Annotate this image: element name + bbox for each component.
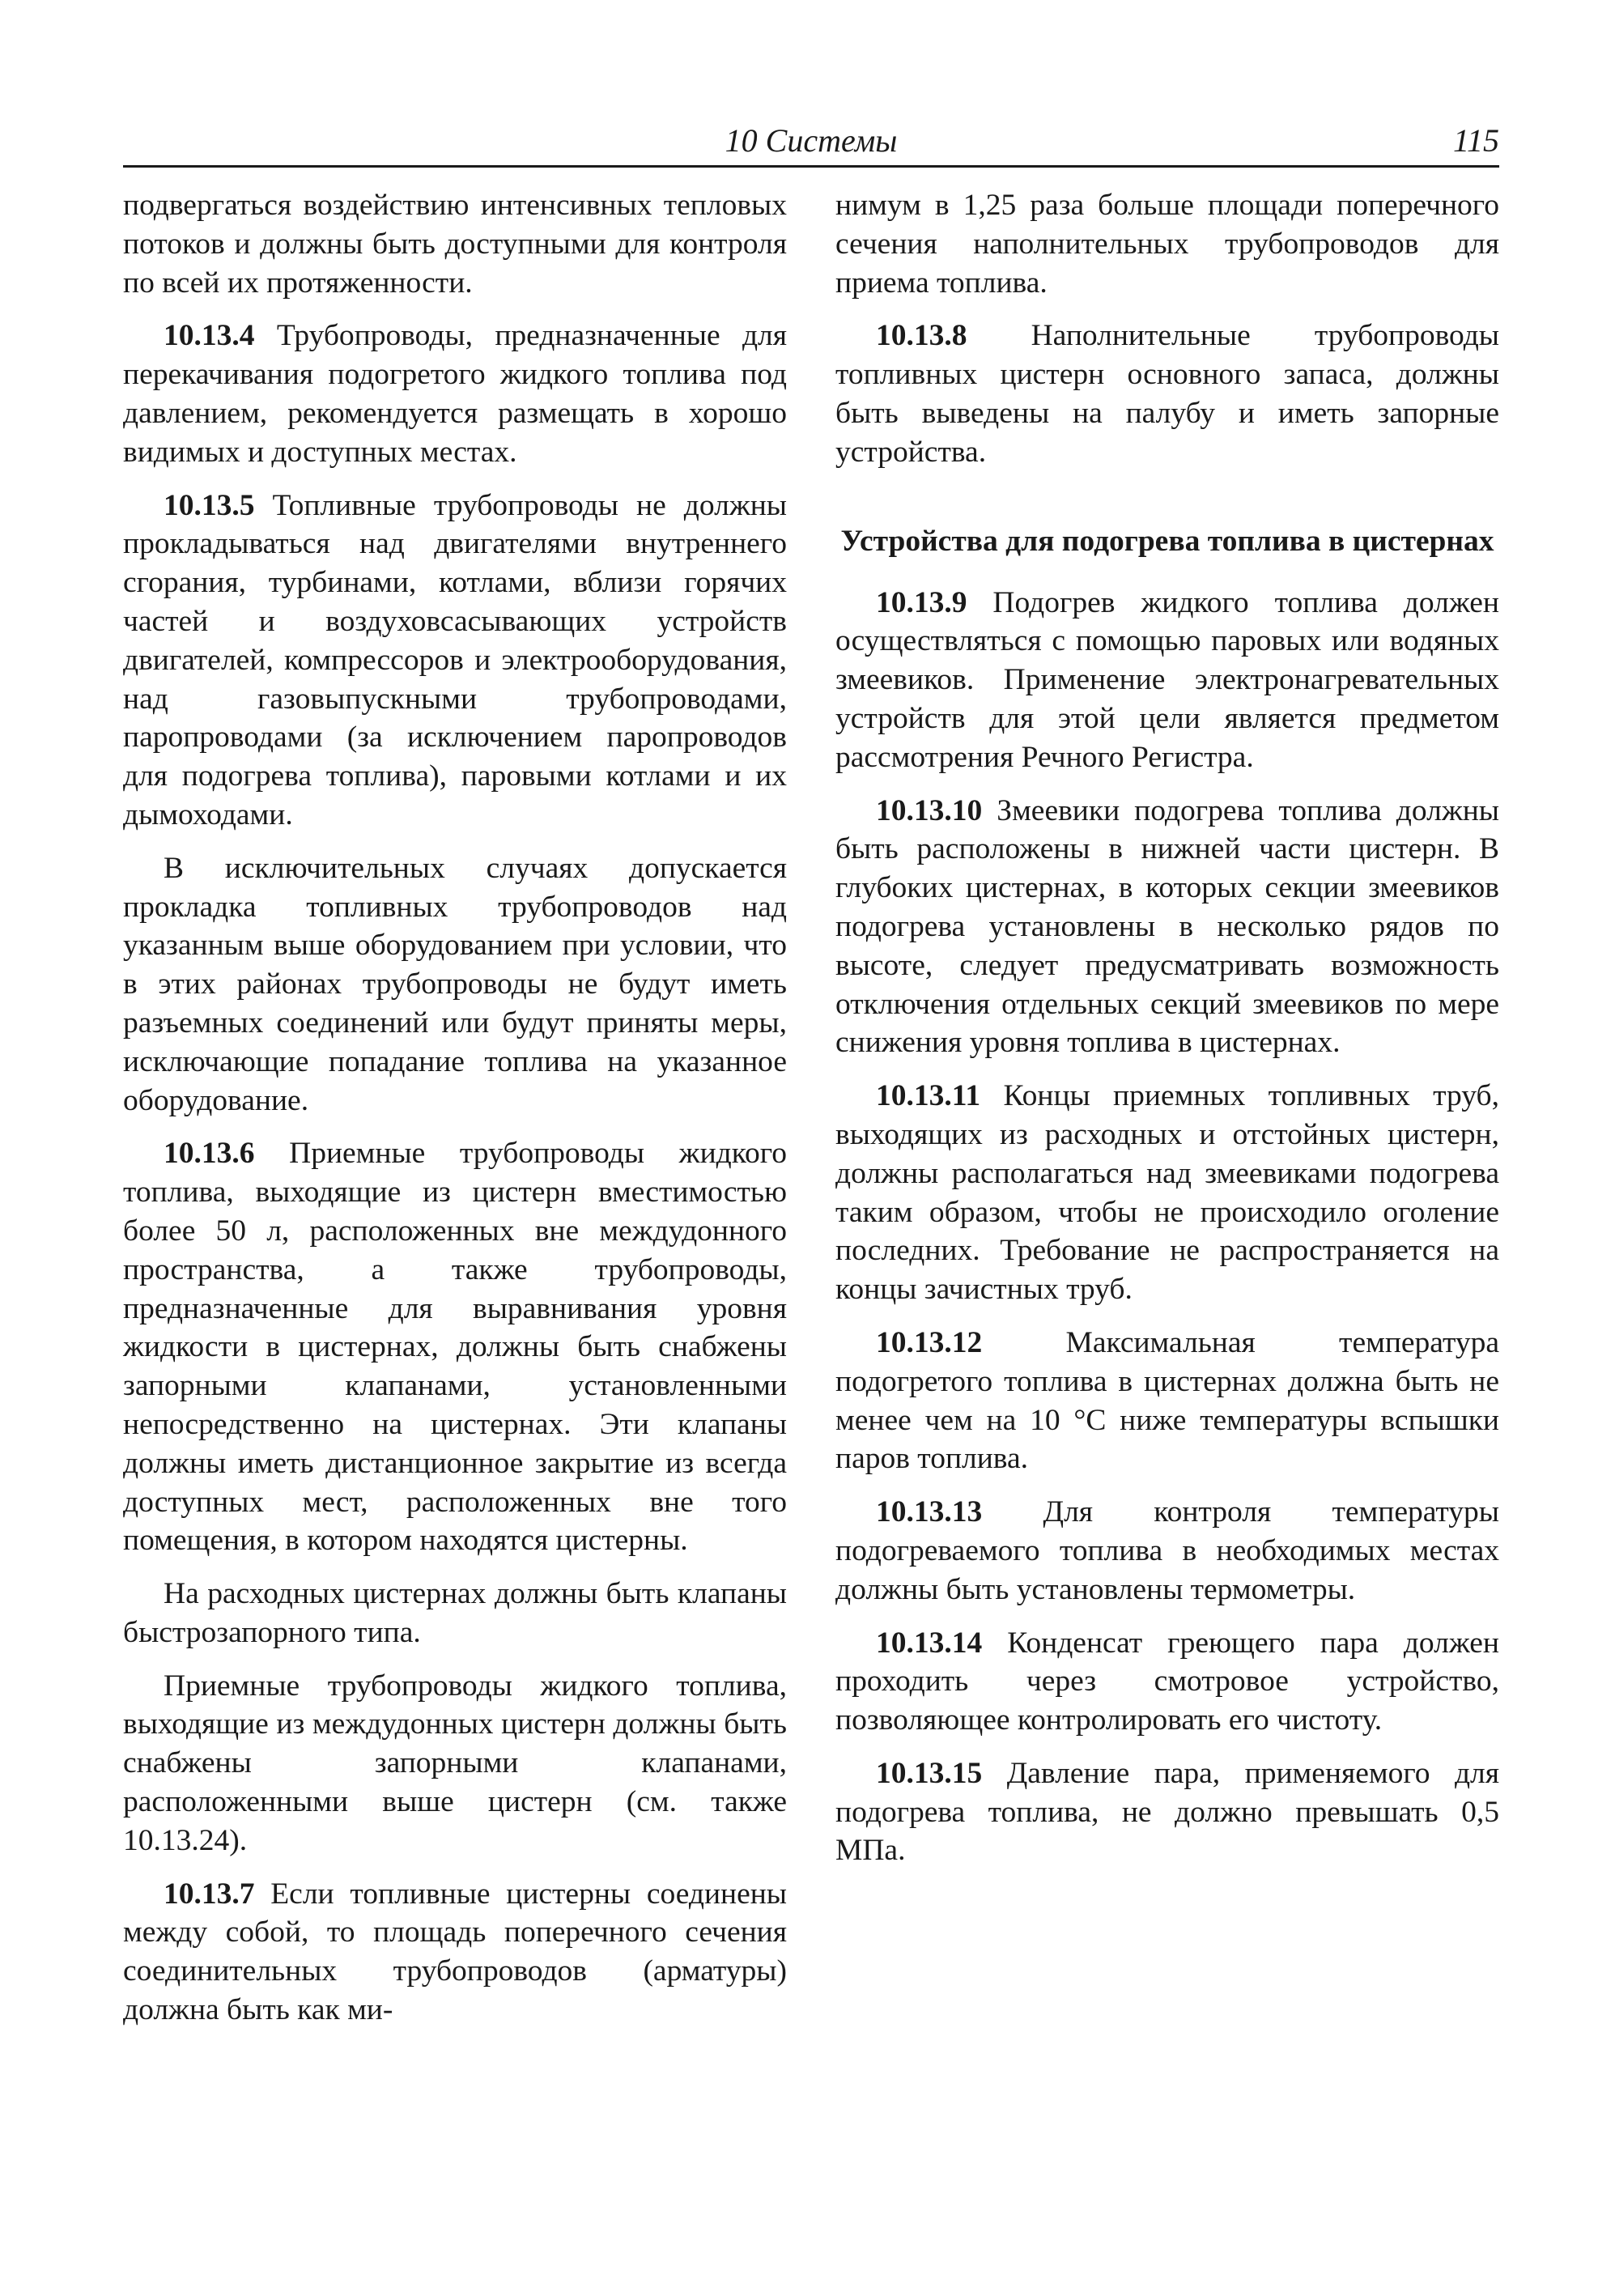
paragraph: В исключительных случаях допускается прокладка топливных трубопроводов над указанным выше оборудованием при условии, что в этих районах трубопроводы не будут иметь разъемных соединений или будут приняты меры, исключающие попадание топлива на указанное оборудование. (123, 851, 787, 1117)
clause-number: 10.13.12 (876, 1325, 983, 1359)
paragraph: 10.13.10 Змеевики подогрева топлива должны быть расположены в нижней части цистерн. В глубоких цистернах, в которых секции змеевиков подогрева установлены в несколько рядов по высоте, следует предусматривать возможность отключения отдельных секций змеевиков по мере снижения уровня топлива в цистернах. (835, 793, 1499, 1060)
paragraph: 10.13.6 Приемные трубопроводы жидкого топлива, выходящие из цистерн вместимостью более 50 л, расположенных вне междудонного пространства, а также трубопроводы, предназначенные для выравнивания уровня жидкости в цистернах, должны быть снабжены запорными клапанами, установленными непосредственно на цистернах. Эти клапаны должны иметь дистанционное закрытие из всегда доступных мест, расположенных вне того помещения, в котором находятся цистерны. (123, 1137, 787, 1558)
paragraph: подвергаться воздействию интенсивных тепловых потоков и должны быть доступными для контроля по всей их протяженности. (123, 189, 787, 300)
clause-number: 10.13.4 (164, 319, 255, 353)
clause-number: 10.13.10 (876, 793, 983, 827)
clause-number: 10.13.5 (164, 488, 255, 522)
paragraph: 10.13.11 Концы приемных топливных труб, выходящих из расходных и отстойных цистерн, должны располагаться над змеевиками подогрева таким образом, чтобы не происходило оголение последних. Требование не распространяется на концы зачистных труб. (835, 1079, 1499, 1307)
subsection-heading: Устройства для подогрева топлива в цистернах (840, 524, 1494, 558)
paragraph: 10.13.14 Конденсат греющего пара должен проходить через смотровое устройство, позволяющее контролировать его чистоту. (835, 1626, 1499, 1737)
clause-number: 10.13.14 (876, 1626, 983, 1660)
running-header (123, 121, 1499, 167)
paragraph: Приемные трубопроводы жидкого топлива, выходящие из междудонных цистерн должны быть снабжены запорными клапанами, расположенными выше цистерн (см. также 10.13.24). (123, 1669, 787, 1857)
header-rule (123, 165, 1499, 168)
paragraph: 10.13.12 Максимальная температура подогретого топлива в цистернах должна быть не менее чем на 10 °С ниже температуры вспышки паров топлива. (835, 1325, 1499, 1476)
paragraph: 10.13.13 Для контроля температуры подогреваемого топлива в необходимых местах должны быть установлены термометры. (835, 1495, 1499, 1606)
paragraph: 10.13.5 Топливные трубопроводы не должны прокладываться над двигателями внутреннего сгорания, турбинами, котлами, вблизи горячих частей и воздуховсасывающих устройств двигателей, компрессоров и электрооборудования, над газовыпускными трубопроводами, паропроводами (за исключением паропроводов для подогрева топлива), паровыми котлами и их дымоходами. (123, 488, 787, 831)
paragraph: 10.13.8 Наполнительные трубопроводы топливных цистерн основного запаса, должны быть выведены на палубу и иметь запорные устройства. (835, 319, 1499, 469)
left-column (123, 186, 787, 2044)
right-column (835, 186, 1499, 1885)
clause-number: 10.13.15 (876, 1756, 983, 1790)
clause-number: 10.13.9 (876, 585, 967, 619)
paragraph: На расходных цистернах должны быть клапаны быстрозапорного типа. (123, 1577, 787, 1649)
clause-number: 10.13.7 (164, 1877, 255, 1911)
clause-number: 10.13.8 (876, 319, 967, 353)
clause-number: 10.13.11 (876, 1079, 981, 1113)
paragraph: 10.13.4 Трубопроводы, предназначенные для перекачивания подогретого жидкого топлива под давлением, рекомендуется размещать в хорошо видимых и доступных местах. (123, 319, 787, 469)
paragraph: нимум в 1,25 раза больше площади поперечного сечения наполнительных трубопроводов для приема топлива. (835, 189, 1499, 300)
clause-number: 10.13.6 (164, 1137, 255, 1171)
paragraph: 10.13.15 Давление пара, применяемого для подогрева топлива, не должно превышать 0,5 МПа. (835, 1756, 1499, 1868)
paragraph: 10.13.9 Подогрев жидкого топлива должен осуществляться с помощью паровых или водяных змеевиков. Применение электронагревательных устройств для этой цели является предметом рассмотрения Речного Регистра. (835, 585, 1499, 774)
page-number: 115 (1452, 122, 1499, 159)
paragraph: 10.13.7 Если топливные цистерны соединены между собой, то площадь поперечного сечения соединительных трубопроводов (арматуры) должна быть как ми- (123, 1877, 787, 2027)
clause-number: 10.13.13 (876, 1495, 983, 1529)
section-title: 10 Системы (725, 122, 898, 159)
